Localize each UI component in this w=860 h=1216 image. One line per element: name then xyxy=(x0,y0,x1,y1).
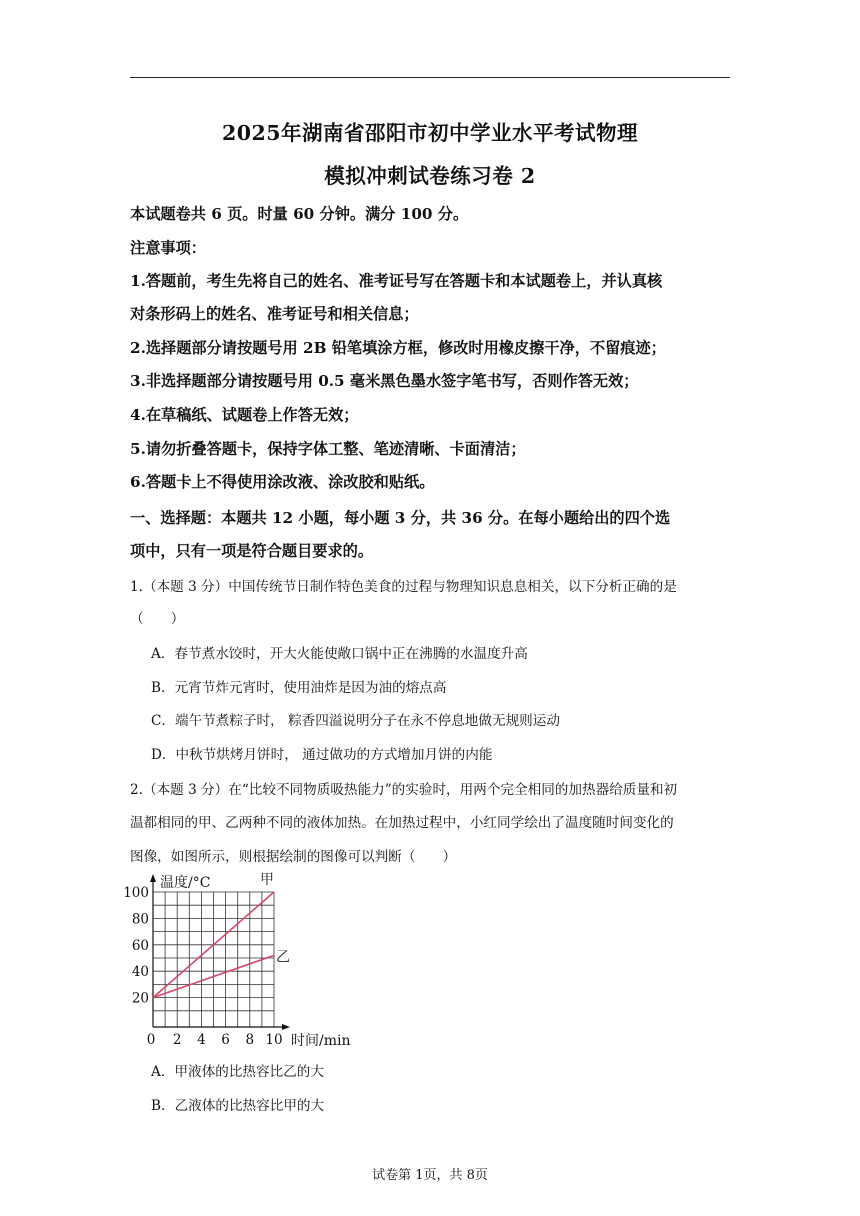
y-tick-label: 100 xyxy=(123,885,149,901)
question-2-stem-line1: 2.（本题 3 分）在“比较不同物质吸热能力”的实验时，用两个完全相同的加热器给质量和初 xyxy=(130,782,678,798)
y-tick-label: 20 xyxy=(131,990,149,1007)
x-tick-label: 4 xyxy=(197,1032,206,1048)
chart-grid xyxy=(153,892,274,1027)
x-axis-arrow xyxy=(282,1024,290,1030)
question-1-option-b: B．元宵节炸元宵时，使用油炸是因为油的熔点高 xyxy=(151,680,447,696)
note-line: 4.在草稿纸、试题卷上作答无效； xyxy=(130,406,359,424)
series-label-2: 乙 xyxy=(276,949,290,966)
x-tick-label: 8 xyxy=(245,1032,255,1048)
x-axis-title: 时间/min xyxy=(291,1033,351,1048)
note-line: 6.答题卡上不得使用涂改液、涂改胶和贴纸。 xyxy=(130,473,435,491)
question-2-option-b: B．乙液体的比热容比甲的大 xyxy=(151,1098,325,1114)
y-tick-label: 40 xyxy=(131,964,149,981)
x-tick-label: 6 xyxy=(221,1032,230,1048)
note-line: 1.答题前，考生先将自己的姓名、准考证号写在答题卡和本试题卷上，并认真核 xyxy=(130,272,663,290)
notes-heading: 注意事项： xyxy=(130,239,206,257)
note-line: 2.选择题部分请按题号用 2B 铅笔填涂方框，修改时用橡皮擦干净，不留痕迹； xyxy=(130,339,666,357)
page-title-line1: 2025年湖南省邵阳市初中学业水平考试物理 xyxy=(221,121,639,145)
y-tick-label: 60 xyxy=(131,937,149,954)
question-1-stem: 1.（本题 3 分）中国传统节日制作特色美食的过程与物理知识息息相关，以下分析正确的是 xyxy=(130,579,677,595)
x-tick-label: 0 xyxy=(146,1032,156,1048)
page-title-line2: 模拟冲刺试卷练习卷 2 xyxy=(324,164,536,188)
page-footer: 试卷第 1页，共 8页 xyxy=(372,1168,488,1183)
question-2-option-a: A．甲液体的比热容比乙的大 xyxy=(151,1064,324,1080)
question-1-option-a: A．春节煮水饺时，开大火能使敞口锅中正在沸腾的水温度升高 xyxy=(151,646,528,662)
y-axis-arrow xyxy=(150,874,156,882)
question-1-option-d: D．中秋节烘烤月饼时， 通过做功的方式增加月饼的内能 xyxy=(151,747,493,763)
question-1-bracket: （ ） xyxy=(130,611,185,627)
note-line: 5.请勿折叠答题卡，保持字体工整、笔迹清晰、卡面清洁； xyxy=(130,440,526,458)
x-tick-label: 2 xyxy=(172,1032,182,1048)
y-axis-title: 温度/°C xyxy=(160,875,211,891)
note-line: 3.非选择题部分请按题号用 0.5 毫米黑色墨水签字笔书写，否则作答无效； xyxy=(130,372,639,390)
question-2-stem-line2: 温都相同的甲、乙两种不同的液体加热。在加热过程中，小红同学绘出了温度随时间变化的 xyxy=(130,815,674,831)
question-2-stem-line3: 图像，如图所示，则根据绘制的图像可以判断（ ） xyxy=(130,849,457,865)
y-tick-label: 80 xyxy=(131,911,149,928)
section-heading-line1: 一、选择题：本题共 12 小题，每小题 3 分，共 36 分。在每小题给出的四个选 xyxy=(130,509,671,527)
note-line: 对条形码上的姓名、准考证号和相关信息； xyxy=(130,305,419,323)
top-rule xyxy=(130,77,730,78)
x-tick-label: 10 xyxy=(265,1032,283,1048)
series-label-1: 甲 xyxy=(260,872,274,888)
section-heading-line2: 项中，只有一项是符合题目要求的。 xyxy=(130,542,373,560)
temperature-time-chart xyxy=(120,868,370,1048)
question-1-option-c: C．端午节煮粽子时， 粽香四溢说明分子在永不停息地做无规则运动 xyxy=(151,713,560,729)
chart-labels xyxy=(123,872,350,1048)
exam-summary: 本试题卷共 6 页。时量 60 分钟。满分 100 分。 xyxy=(130,205,469,223)
